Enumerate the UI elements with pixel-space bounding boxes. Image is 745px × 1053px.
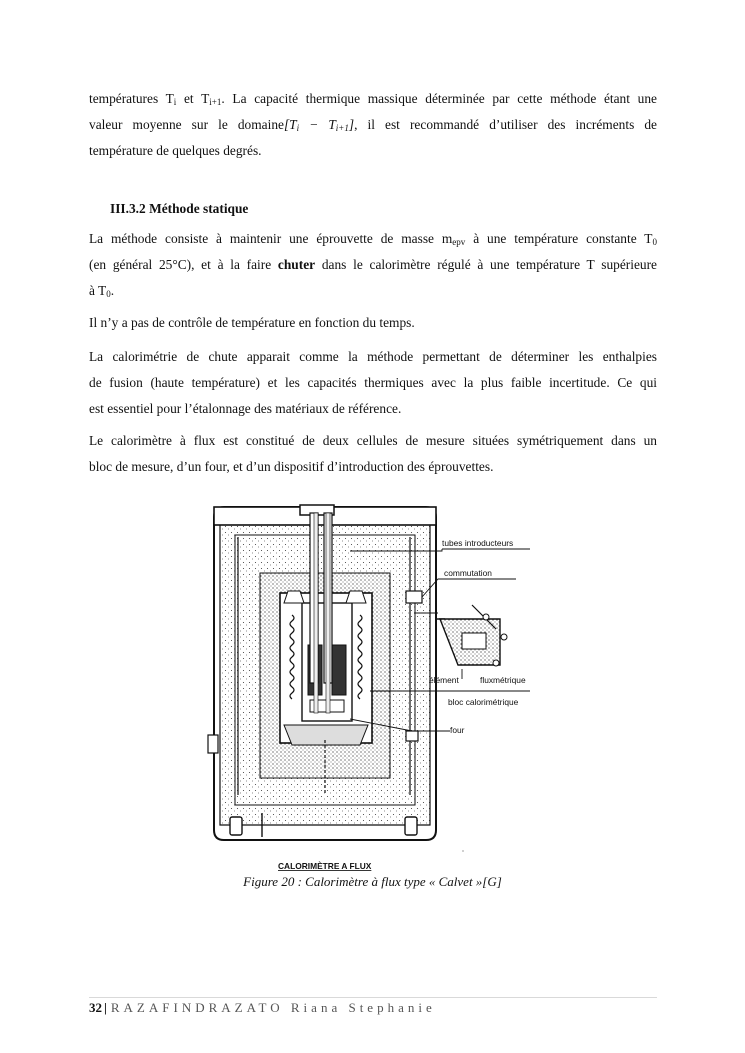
label-bloc: bloc calorimétrique: [448, 697, 519, 707]
calorimeter-diagram: [200, 495, 545, 875]
figure-caption: Figure 20 : Calorimètre à flux type « Calvet »[G]: [243, 874, 502, 889]
label-tubes: tubes introducteurs: [442, 538, 514, 548]
label-fluxmetrique: fluxmétrique: [480, 675, 526, 685]
page-footer: [89, 1000, 436, 1016]
footer-divider: [89, 997, 657, 998]
paragraph-method: La méthode consiste à maintenir une éprouvette de masse $m_{epv}$ à une température constante $T_0$ (en général 25°C), et à la faire chuter dans le calorimètre régulé à une température T supérieure à $T_0$.: [89, 231, 657, 299]
figure-title: CALORIMÈTRE A FLUX: [278, 861, 372, 871]
footer-author: RAZAFINDRAZATO Riana Stephanie: [110, 1000, 436, 1015]
footer-separator: |: [104, 1000, 107, 1015]
paragraph-drop-calorimetry: La calorimétrie de chute apparait comme la méthode permettant de déterminer les enthalpies de fusion (haute température) et les capacités thermiques avec la plus faible incertitude. Ce qui est essentiel pour l’étalonnage des matériaux de référence.: [89, 349, 657, 416]
commutation-box: [436, 603, 507, 666]
paragraph-flux-calorimeter: Le calorimètre à flux est constitué de deux cellules de mesure situées symétriquement dans un bloc de mesure, d’un four, et d’un dispositif d’introduction des éprouvettes.: [89, 433, 657, 474]
paragraph-no-control: Il n’y a pas de contrôle de température en fonction du temps.: [89, 315, 415, 330]
label-element: élément: [429, 675, 459, 685]
label-commutation: commutation: [444, 568, 492, 578]
math-interval: $[T_i - T_{i+1}]$: [283, 117, 355, 133]
page-number: 32: [89, 1000, 102, 1015]
label-four: four: [450, 725, 465, 735]
section-heading: III.3.2 Méthode statique: [110, 201, 249, 216]
paragraph-intro: températures $T_i$ et $T_{i+1}$. La capacité thermique massique déterminée par cette méthode étant une valeur moyenne sur le $domaine[T_i - T_{i+1}]$, il est recommandé d’utiliser des incréments de température de quelques degrés.: [89, 91, 657, 158]
